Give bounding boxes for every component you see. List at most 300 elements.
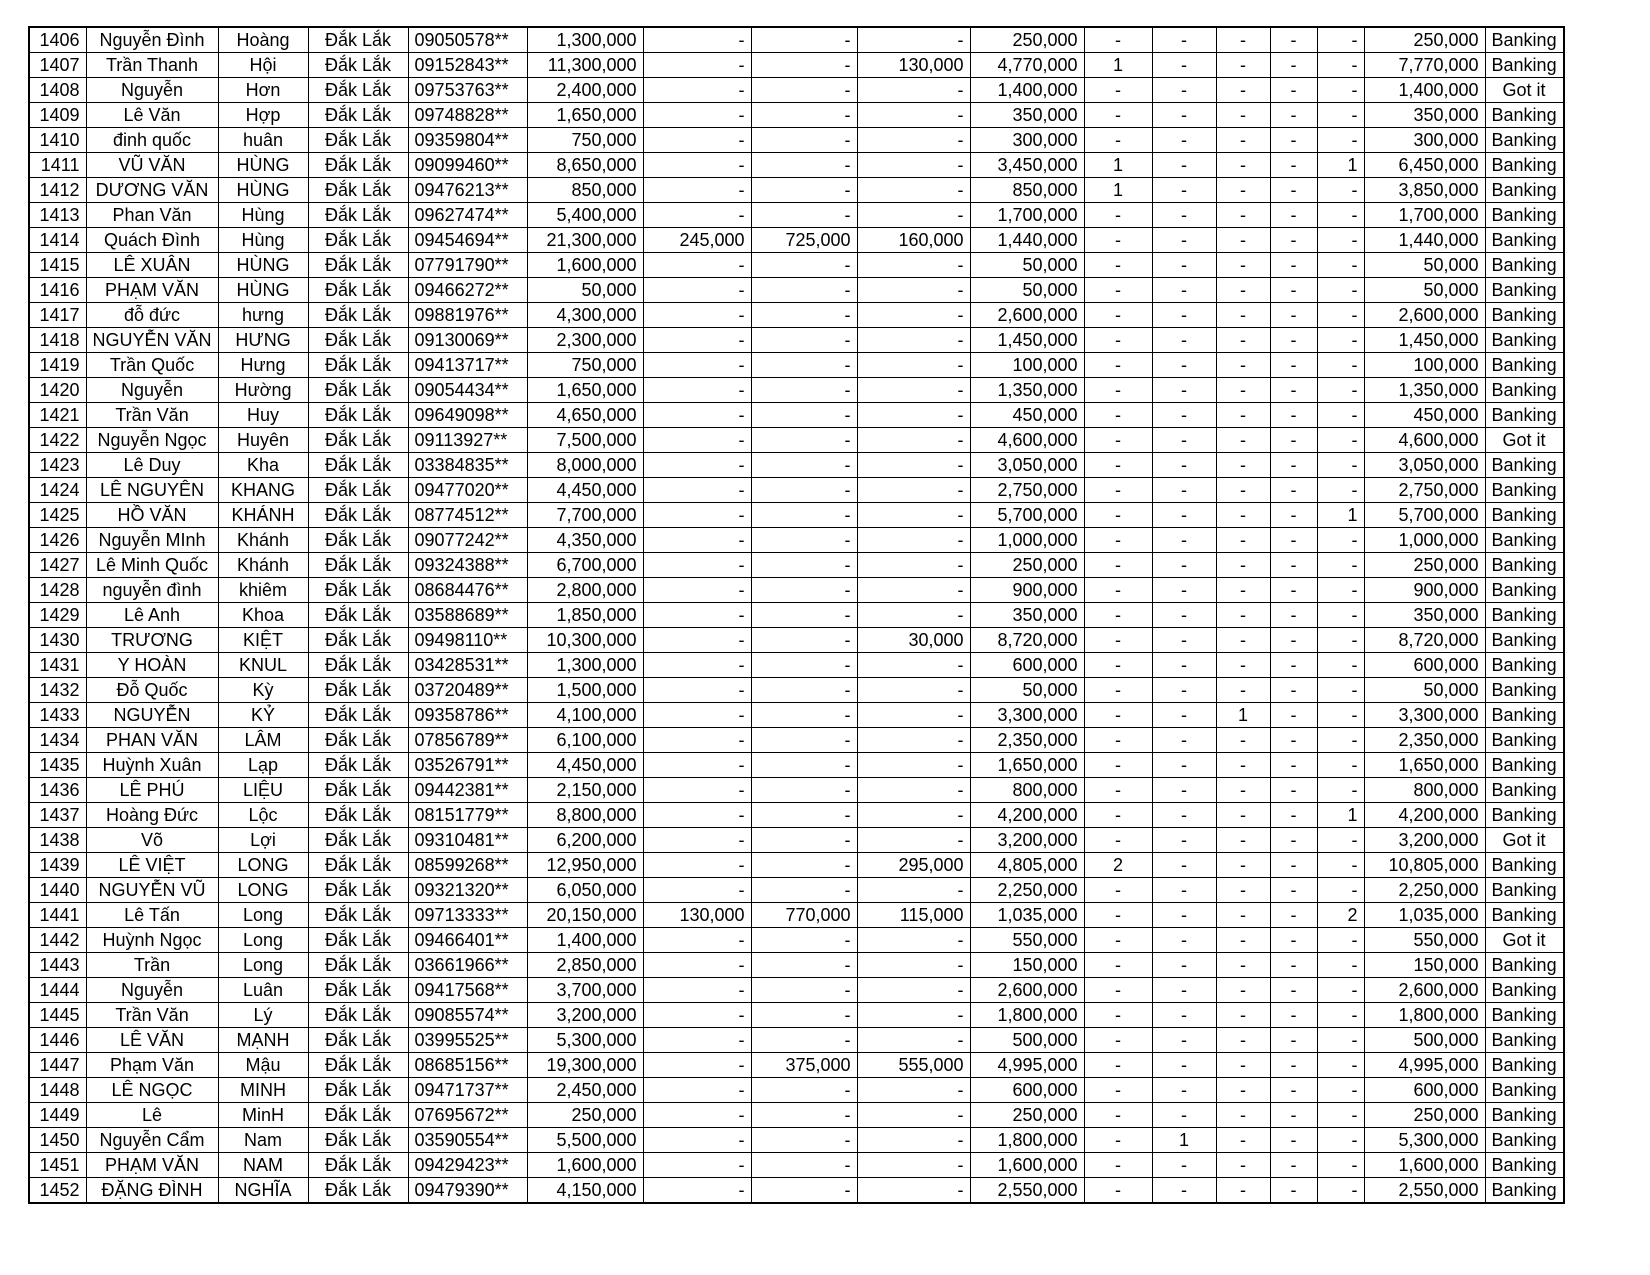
amount-cell: 10,300,000	[527, 628, 643, 653]
given-name-cell: KHÁNH	[218, 503, 308, 528]
count-2-cell: -	[1152, 853, 1216, 878]
deduction-1-cell: -	[643, 678, 751, 703]
table-row	[29, 903, 1564, 928]
count-5-cell: -	[1317, 53, 1364, 78]
count-4-cell: -	[1270, 303, 1317, 328]
amount-cell: 7,500,000	[527, 428, 643, 453]
surname-cell: Đỗ Quốc	[86, 678, 218, 703]
count-5-cell: 1	[1317, 153, 1364, 178]
phone-cell: 09627474**	[408, 203, 527, 228]
row-number-cell: 1444	[29, 978, 86, 1003]
count-1-cell: -	[1084, 878, 1152, 903]
surname-cell: Võ	[86, 828, 218, 853]
count-4-cell: -	[1270, 503, 1317, 528]
phone-cell: 09324388**	[408, 553, 527, 578]
deduction-1-cell: -	[643, 703, 751, 728]
paid-amount-cell: 250,000	[970, 553, 1084, 578]
amount-cell: 2,800,000	[527, 578, 643, 603]
surname-cell: Trần Văn	[86, 403, 218, 428]
deduction-1-cell: -	[643, 27, 751, 53]
row-number-cell: 1421	[29, 403, 86, 428]
deduction-2-cell: -	[751, 503, 857, 528]
paid-amount-cell: 1,800,000	[970, 1003, 1084, 1028]
count-5-cell: 1	[1317, 803, 1364, 828]
deduction-3-cell: -	[857, 803, 970, 828]
deduction-1-cell: -	[643, 503, 751, 528]
surname-cell: Lê	[86, 1103, 218, 1128]
method-cell: Banking	[1485, 1178, 1564, 1204]
count-4-cell: -	[1270, 1103, 1317, 1128]
count-4-cell: -	[1270, 278, 1317, 303]
method-cell: Banking	[1485, 328, 1564, 353]
surname-cell: HỒ VĂN	[86, 503, 218, 528]
phone-cell: 03661966**	[408, 953, 527, 978]
total-cell: 1,600,000	[1364, 1153, 1485, 1178]
row-number-cell: 1427	[29, 553, 86, 578]
count-3-cell: -	[1216, 503, 1270, 528]
count-3-cell: -	[1216, 553, 1270, 578]
province-cell: Đắk Lắk	[308, 903, 408, 928]
deduction-3-cell: -	[857, 703, 970, 728]
count-3-cell: -	[1216, 178, 1270, 203]
count-5-cell: -	[1317, 228, 1364, 253]
amount-cell: 1,400,000	[527, 928, 643, 953]
count-1-cell: -	[1084, 903, 1152, 928]
row-number-cell: 1450	[29, 1128, 86, 1153]
count-4-cell: -	[1270, 153, 1317, 178]
paid-amount-cell: 3,200,000	[970, 828, 1084, 853]
table-row	[29, 478, 1564, 503]
amount-cell: 250,000	[527, 1103, 643, 1128]
total-cell: 2,750,000	[1364, 478, 1485, 503]
table-row	[29, 678, 1564, 703]
table-row	[29, 978, 1564, 1003]
deduction-2-cell: -	[751, 403, 857, 428]
count-2-cell: -	[1152, 728, 1216, 753]
phone-cell: 09477020**	[408, 478, 527, 503]
surname-cell: Nguyễn	[86, 78, 218, 103]
total-cell: 900,000	[1364, 578, 1485, 603]
method-cell: Banking	[1485, 978, 1564, 1003]
table-row	[29, 528, 1564, 553]
count-3-cell: -	[1216, 303, 1270, 328]
count-2-cell: -	[1152, 253, 1216, 278]
total-cell: 4,600,000	[1364, 428, 1485, 453]
given-name-cell: HÙNG	[218, 253, 308, 278]
method-cell: Banking	[1485, 228, 1564, 253]
method-cell: Banking	[1485, 778, 1564, 803]
amount-cell: 8,800,000	[527, 803, 643, 828]
count-3-cell: -	[1216, 578, 1270, 603]
table-row	[29, 1028, 1564, 1053]
deduction-3-cell: -	[857, 778, 970, 803]
table-row	[29, 303, 1564, 328]
province-cell: Đắk Lắk	[308, 878, 408, 903]
surname-cell: Trần Văn	[86, 1003, 218, 1028]
amount-cell: 2,450,000	[527, 1078, 643, 1103]
province-cell: Đắk Lắk	[308, 703, 408, 728]
count-4-cell: -	[1270, 628, 1317, 653]
province-cell: Đắk Lắk	[308, 253, 408, 278]
given-name-cell: LONG	[218, 853, 308, 878]
total-cell: 500,000	[1364, 1028, 1485, 1053]
surname-cell: Lê Duy	[86, 453, 218, 478]
table-row	[29, 1053, 1564, 1078]
count-3-cell: -	[1216, 1103, 1270, 1128]
province-cell: Đắk Lắk	[308, 928, 408, 953]
count-2-cell: -	[1152, 528, 1216, 553]
paid-amount-cell: 50,000	[970, 253, 1084, 278]
province-cell: Đắk Lắk	[308, 803, 408, 828]
count-5-cell: -	[1317, 403, 1364, 428]
table-row	[29, 53, 1564, 78]
table-row	[29, 1153, 1564, 1178]
province-cell: Đắk Lắk	[308, 1178, 408, 1204]
amount-cell: 1,500,000	[527, 678, 643, 703]
count-3-cell: -	[1216, 978, 1270, 1003]
table-row	[29, 878, 1564, 903]
row-number-cell: 1411	[29, 153, 86, 178]
count-3-cell: -	[1216, 353, 1270, 378]
deduction-2-cell: 725,000	[751, 228, 857, 253]
amount-cell: 8,650,000	[527, 153, 643, 178]
province-cell: Đắk Lắk	[308, 328, 408, 353]
paid-amount-cell: 4,200,000	[970, 803, 1084, 828]
deduction-3-cell: -	[857, 1153, 970, 1178]
given-name-cell: Hùng	[218, 228, 308, 253]
phone-cell: 09748828**	[408, 103, 527, 128]
count-3-cell: -	[1216, 478, 1270, 503]
given-name-cell: Lợi	[218, 828, 308, 853]
phone-cell: 09113927**	[408, 428, 527, 453]
count-5-cell: -	[1317, 753, 1364, 778]
count-1-cell: 1	[1084, 53, 1152, 78]
amount-cell: 4,450,000	[527, 478, 643, 503]
count-3-cell: -	[1216, 803, 1270, 828]
paid-amount-cell: 1,650,000	[970, 753, 1084, 778]
paid-amount-cell: 5,700,000	[970, 503, 1084, 528]
count-4-cell: -	[1270, 728, 1317, 753]
surname-cell: PHẠM VĂN	[86, 278, 218, 303]
row-number-cell: 1425	[29, 503, 86, 528]
amount-cell: 2,300,000	[527, 328, 643, 353]
count-5-cell: -	[1317, 728, 1364, 753]
paid-amount-cell: 500,000	[970, 1028, 1084, 1053]
province-cell: Đắk Lắk	[308, 278, 408, 303]
row-number-cell: 1440	[29, 878, 86, 903]
amount-cell: 2,850,000	[527, 953, 643, 978]
table-row	[29, 178, 1564, 203]
count-5-cell: -	[1317, 253, 1364, 278]
table-body	[29, 27, 1564, 1203]
count-5-cell: 1	[1317, 503, 1364, 528]
surname-cell: Lê Tấn	[86, 903, 218, 928]
deduction-3-cell: -	[857, 203, 970, 228]
given-name-cell: HƯNG	[218, 328, 308, 353]
amount-cell: 1,650,000	[527, 103, 643, 128]
table-row	[29, 253, 1564, 278]
count-4-cell: -	[1270, 753, 1317, 778]
method-cell: Banking	[1485, 278, 1564, 303]
count-5-cell: -	[1317, 78, 1364, 103]
province-cell: Đắk Lắk	[308, 653, 408, 678]
phone-cell: 09099460**	[408, 153, 527, 178]
row-number-cell: 1408	[29, 78, 86, 103]
deduction-2-cell: -	[751, 27, 857, 53]
row-number-cell: 1420	[29, 378, 86, 403]
deduction-1-cell: -	[643, 553, 751, 578]
row-number-cell: 1412	[29, 178, 86, 203]
table-row	[29, 1078, 1564, 1103]
deduction-3-cell: -	[857, 1078, 970, 1103]
deduction-2-cell: -	[751, 1028, 857, 1053]
deduction-1-cell: -	[643, 1128, 751, 1153]
deduction-1-cell: -	[643, 1003, 751, 1028]
count-3-cell: -	[1216, 378, 1270, 403]
phone-cell: 09649098**	[408, 403, 527, 428]
row-number-cell: 1429	[29, 603, 86, 628]
surname-cell: TRƯƠNG	[86, 628, 218, 653]
amount-cell: 750,000	[527, 128, 643, 153]
count-1-cell: -	[1084, 1153, 1152, 1178]
count-1-cell: -	[1084, 1128, 1152, 1153]
row-number-cell: 1446	[29, 1028, 86, 1053]
paid-amount-cell: 50,000	[970, 678, 1084, 703]
method-cell: Banking	[1485, 1103, 1564, 1128]
row-number-cell: 1431	[29, 653, 86, 678]
deduction-1-cell: -	[643, 53, 751, 78]
deduction-2-cell: -	[751, 853, 857, 878]
method-cell: Banking	[1485, 703, 1564, 728]
province-cell: Đắk Lắk	[308, 353, 408, 378]
count-2-cell: -	[1152, 103, 1216, 128]
total-cell: 3,050,000	[1364, 453, 1485, 478]
table-row	[29, 1128, 1564, 1153]
count-2-cell: -	[1152, 953, 1216, 978]
deduction-3-cell: -	[857, 328, 970, 353]
count-2-cell: -	[1152, 228, 1216, 253]
amount-cell: 6,050,000	[527, 878, 643, 903]
deduction-2-cell: -	[751, 828, 857, 853]
paid-amount-cell: 450,000	[970, 403, 1084, 428]
table-row	[29, 153, 1564, 178]
table-row	[29, 378, 1564, 403]
method-cell: Banking	[1485, 128, 1564, 153]
count-3-cell: -	[1216, 953, 1270, 978]
deduction-3-cell: -	[857, 128, 970, 153]
count-4-cell: -	[1270, 578, 1317, 603]
count-1-cell: -	[1084, 778, 1152, 803]
count-2-cell: -	[1152, 1003, 1216, 1028]
deduction-3-cell: -	[857, 1128, 970, 1153]
count-4-cell: -	[1270, 978, 1317, 1003]
table-row	[29, 828, 1564, 853]
count-4-cell: -	[1270, 53, 1317, 78]
count-4-cell: -	[1270, 328, 1317, 353]
deduction-1-cell: -	[643, 803, 751, 828]
surname-cell: Lê Văn	[86, 103, 218, 128]
amount-cell: 1,600,000	[527, 253, 643, 278]
count-1-cell: -	[1084, 553, 1152, 578]
row-number-cell: 1434	[29, 728, 86, 753]
count-4-cell: -	[1270, 253, 1317, 278]
total-cell: 3,850,000	[1364, 178, 1485, 203]
count-1-cell: -	[1084, 628, 1152, 653]
amount-cell: 4,100,000	[527, 703, 643, 728]
deduction-3-cell: -	[857, 828, 970, 853]
total-cell: 2,550,000	[1364, 1178, 1485, 1204]
table-row	[29, 228, 1564, 253]
deduction-1-cell: -	[643, 178, 751, 203]
phone-cell: 09881976**	[408, 303, 527, 328]
deduction-3-cell: -	[857, 153, 970, 178]
count-1-cell: -	[1084, 503, 1152, 528]
surname-cell: Trần Thanh	[86, 53, 218, 78]
table-row	[29, 1103, 1564, 1128]
table-row	[29, 128, 1564, 153]
count-5-cell: -	[1317, 1153, 1364, 1178]
count-4-cell: -	[1270, 1003, 1317, 1028]
table-row	[29, 428, 1564, 453]
province-cell: Đắk Lắk	[308, 528, 408, 553]
deduction-3-cell: -	[857, 553, 970, 578]
count-4-cell: -	[1270, 853, 1317, 878]
total-cell: 6,450,000	[1364, 153, 1485, 178]
count-2-cell: -	[1152, 578, 1216, 603]
phone-cell: 09321320**	[408, 878, 527, 903]
surname-cell: nguyễn đình	[86, 578, 218, 603]
deduction-3-cell: -	[857, 978, 970, 1003]
given-name-cell: hưng	[218, 303, 308, 328]
method-cell: Banking	[1485, 603, 1564, 628]
surname-cell: LÊ XUÂN	[86, 253, 218, 278]
count-3-cell: -	[1216, 1153, 1270, 1178]
count-4-cell: -	[1270, 828, 1317, 853]
surname-cell: Nguyễn Cẩm	[86, 1128, 218, 1153]
deduction-2-cell: -	[751, 478, 857, 503]
table-row	[29, 553, 1564, 578]
deduction-2-cell: -	[751, 203, 857, 228]
total-cell: 4,200,000	[1364, 803, 1485, 828]
row-number-cell: 1441	[29, 903, 86, 928]
count-3-cell: -	[1216, 403, 1270, 428]
count-2-cell: -	[1152, 878, 1216, 903]
total-cell: 8,720,000	[1364, 628, 1485, 653]
method-cell: Banking	[1485, 878, 1564, 903]
phone-cell: 03526791**	[408, 753, 527, 778]
surname-cell: Lê Minh Quốc	[86, 553, 218, 578]
table-row	[29, 103, 1564, 128]
row-number-cell: 1415	[29, 253, 86, 278]
surname-cell: NGUYỄN	[86, 703, 218, 728]
deduction-2-cell: -	[751, 553, 857, 578]
phone-cell: 03590554**	[408, 1128, 527, 1153]
table-row	[29, 603, 1564, 628]
table-row	[29, 653, 1564, 678]
deduction-3-cell: 130,000	[857, 53, 970, 78]
deduction-3-cell: -	[857, 528, 970, 553]
total-cell: 250,000	[1364, 1103, 1485, 1128]
row-number-cell: 1419	[29, 353, 86, 378]
count-5-cell: -	[1317, 603, 1364, 628]
deduction-1-cell: -	[643, 953, 751, 978]
deduction-2-cell: -	[751, 678, 857, 703]
count-2-cell: -	[1152, 553, 1216, 578]
surname-cell: LÊ NGỌC	[86, 1078, 218, 1103]
given-name-cell: Hường	[218, 378, 308, 403]
table-row	[29, 803, 1564, 828]
count-3-cell: -	[1216, 78, 1270, 103]
amount-cell: 2,400,000	[527, 78, 643, 103]
count-1-cell: -	[1084, 928, 1152, 953]
deduction-1-cell: -	[643, 778, 751, 803]
phone-cell: 09753763**	[408, 78, 527, 103]
count-1-cell: 1	[1084, 178, 1152, 203]
surname-cell: Nguyễn	[86, 378, 218, 403]
count-2-cell: -	[1152, 653, 1216, 678]
deduction-1-cell: -	[643, 1053, 751, 1078]
count-5-cell: -	[1317, 378, 1364, 403]
count-2-cell: -	[1152, 678, 1216, 703]
row-number-cell: 1445	[29, 1003, 86, 1028]
row-number-cell: 1416	[29, 278, 86, 303]
count-2-cell: -	[1152, 27, 1216, 53]
deduction-3-cell: -	[857, 928, 970, 953]
row-number-cell: 1439	[29, 853, 86, 878]
count-1-cell: -	[1084, 1028, 1152, 1053]
total-cell: 7,770,000	[1364, 53, 1485, 78]
given-name-cell: Huy	[218, 403, 308, 428]
deduction-3-cell: -	[857, 103, 970, 128]
table-row	[29, 928, 1564, 953]
count-5-cell: -	[1317, 828, 1364, 853]
count-4-cell: -	[1270, 1128, 1317, 1153]
given-name-cell: Khoa	[218, 603, 308, 628]
deduction-3-cell: -	[857, 653, 970, 678]
table-row	[29, 578, 1564, 603]
deduction-2-cell: -	[751, 328, 857, 353]
count-2-cell: -	[1152, 778, 1216, 803]
phone-cell: 07791790**	[408, 253, 527, 278]
count-3-cell: -	[1216, 528, 1270, 553]
count-5-cell: -	[1317, 203, 1364, 228]
paid-amount-cell: 4,770,000	[970, 53, 1084, 78]
count-1-cell: -	[1084, 753, 1152, 778]
method-cell: Banking	[1485, 953, 1564, 978]
phone-cell: 03588689**	[408, 603, 527, 628]
amount-cell: 1,600,000	[527, 1153, 643, 1178]
deduction-1-cell: 245,000	[643, 228, 751, 253]
paid-amount-cell: 3,050,000	[970, 453, 1084, 478]
deduction-1-cell: -	[643, 153, 751, 178]
count-2-cell: -	[1152, 53, 1216, 78]
count-5-cell: -	[1317, 1053, 1364, 1078]
count-5-cell: -	[1317, 528, 1364, 553]
deduction-2-cell: -	[751, 278, 857, 303]
deduction-2-cell: -	[751, 103, 857, 128]
count-5-cell: -	[1317, 278, 1364, 303]
table-row	[29, 503, 1564, 528]
row-number-cell: 1422	[29, 428, 86, 453]
count-2-cell: -	[1152, 328, 1216, 353]
given-name-cell: LIỆU	[218, 778, 308, 803]
surname-cell: NGUYỄN VĂN	[86, 328, 218, 353]
given-name-cell: HÙNG	[218, 178, 308, 203]
deduction-2-cell: -	[751, 53, 857, 78]
given-name-cell: Hội	[218, 53, 308, 78]
count-3-cell: -	[1216, 928, 1270, 953]
total-cell: 1,035,000	[1364, 903, 1485, 928]
